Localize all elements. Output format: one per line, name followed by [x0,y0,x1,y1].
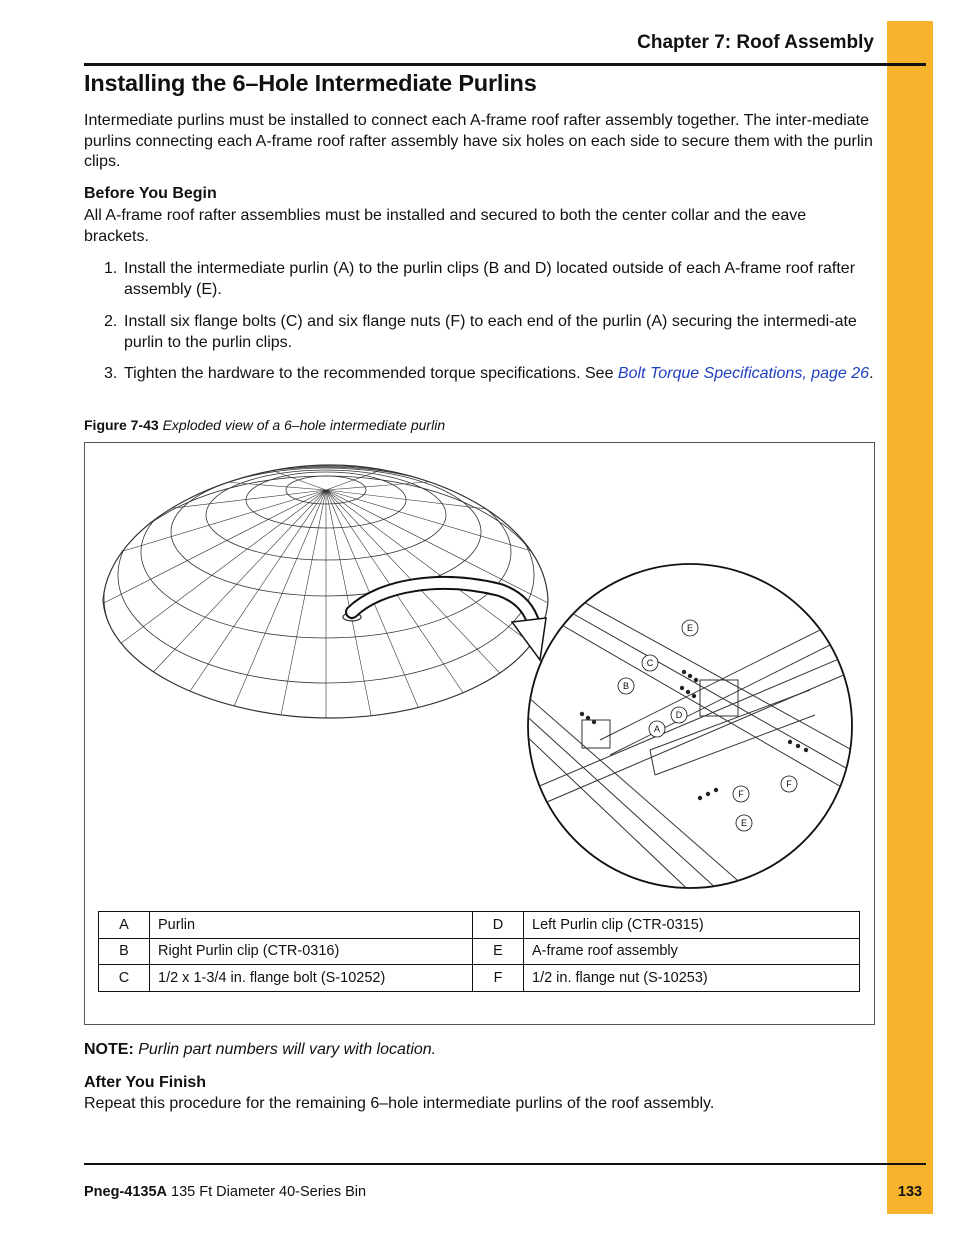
part-key: B [99,938,150,965]
part-key: E [473,938,524,965]
callout-arrow [352,583,546,660]
callout-text: F [786,779,792,789]
note-label: NOTE: [84,1041,134,1058]
footer-doc-info [84,1184,366,1200]
callout-F-right [781,776,797,792]
step-text: Install the intermediate purlin (A) to the purlin clips (B and D) located outside of each A-frame roof rafter assembly (E). [124,260,856,298]
part-description: Left Purlin clip (CTR-0315) [524,912,860,939]
part-description: 1/2 x 1-3/4 in. flange bolt (S-10252) [150,965,473,992]
callout-F-left [733,786,749,802]
part-key: F [473,965,524,992]
chapter-heading: Chapter 7: Roof Assembly [637,32,874,53]
footer-rule [84,1163,926,1165]
footer-doc-title: 135 Ft Diameter 40-Series Bin [171,1184,367,1200]
part-key: C [99,965,150,992]
callout-text: B [622,681,630,691]
callout-D [671,707,687,723]
callout-text: A [653,724,661,734]
footer-doc-number: Pneg-4135A [84,1184,168,1200]
note [84,1041,436,1059]
after-heading: After You Finish [84,1074,207,1091]
before-text: All A-frame roof rafter assemblies must be installed and secured to both the center collar and the eave brackets. [84,207,807,245]
intro-paragraph: Intermediate purlins must be installed to connect each A-frame roof rafter assembly together. The inter-mediate purlins connecting each A-frame roof rafter assembly have six holes on each side to secure them with the purlin clips. [84,112,873,170]
page-number: 133 [897,1184,923,1200]
callout-E-top [682,620,698,636]
callout-text: E [686,623,694,633]
step-number: 3. [104,365,118,382]
parts-table [98,911,860,992]
detail-circle [520,564,870,920]
callout-text: F [738,789,744,799]
after-text: Repeat this procedure for the remaining 6–hole intermediate purlins of the roof assembly. [84,1095,715,1112]
callout-text: D [675,710,683,720]
callout-text: E [740,818,748,828]
part-description: Right Purlin clip (CTR-0316) [150,938,473,965]
callout-C [642,655,658,671]
before-heading: Before You Begin [84,185,217,202]
step-number: 1. [104,260,118,277]
part-description: 1/2 in. flange nut (S-10253) [524,965,860,992]
step-text: Install six flange bolts (C) and six flange nuts (F) to each end of the purlin (A) securing the intermedi-ate purlin to the purlin clips. [124,313,857,351]
step-text-part: . [869,365,874,382]
callout-E-bottom [736,815,752,831]
page-title: Installing the 6–Hole Intermediate Purlins [84,70,537,96]
part-description: Purlin [150,912,473,939]
callout-A [649,721,665,737]
step-text-part: Tighten the hardware to the recommended torque specifications. See [124,365,618,382]
part-description: A-frame roof assembly [524,938,860,965]
table-row [99,912,860,939]
step-number: 2. [104,313,118,330]
callout-text: C [646,658,654,668]
part-key: D [473,912,524,939]
table-row [99,965,860,992]
table-row [99,938,860,965]
figure-caption-text: Exploded view of a 6–hole intermediate purlin [162,417,446,433]
note-text: Purlin part numbers will vary with location. [138,1041,437,1058]
callout-B [618,678,634,694]
figure-label: Figure 7-43 [84,417,159,433]
torque-spec-link[interactable]: Bolt Torque Specifications, page 26 [617,365,870,382]
part-key: A [99,912,150,939]
